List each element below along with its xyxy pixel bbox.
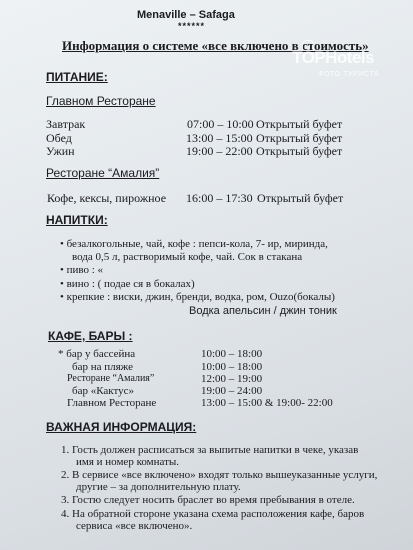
drinks-heading: НАПИТКИ: [46,213,108,227]
important-heading: ВАЖНАЯ ИНФОРМАЦИЯ: [46,420,197,434]
drinks-cocktails: Водка апельсин / джин тоник [189,305,337,317]
watermark-logo: TOPHotels [292,48,375,67]
hotel-name: Menaville – Safaga [137,9,235,21]
cafe-time: 12:00 – 19:00 [201,373,263,385]
page-title: Информация о системе «все включено в стоимость» [62,38,369,53]
important-item: 2. В сервисе «все включено» входят только вышеуказанные услуги, [61,469,378,481]
meal-name: Кофе, кексы, пирожное [47,191,167,205]
meal-name: Завтрак [46,117,86,131]
meal-time: 13:00 – 15:00 [186,131,253,145]
cafe-name: бар на пляже [72,361,134,373]
main-restaurant-title: Главном Ресторане [46,94,156,108]
important-item: 3. Гостю следует носить браслет во время пребывания в отеле. [61,494,355,506]
drinks-item-cont: вода 0,5 л, растворимый кофе, чай. Сок в стакана [72,251,303,263]
important-item: 1. Гость должен расписаться за выпитые напитки в чеке, указав [61,444,359,456]
meal-time: 16:00 – 17:30 [186,191,253,205]
meal-type: Открытый буфет [256,144,343,158]
watermark-subtitle: ФОТО ТУРИСТА [318,71,380,78]
amalia-title: Ресторане “Амалия” [46,166,160,180]
drinks-item: • вино : ( подае ся в бокалах) [60,278,195,290]
meal-type: Открытый буфет [256,131,343,145]
meal-time: 19:00 – 22:00 [186,144,253,158]
cafe-name: Ресторане “Амалия” [67,373,155,384]
cafes-heading: КАФЕ, БАРЫ : [48,329,133,343]
meal-type: Открытый буфет [257,191,344,205]
cafe-name: бар «Кактус» [72,385,135,397]
tophotels-watermark [292,40,410,80]
cafe-name: Главном Ресторане [67,397,157,409]
meal-time: 07:00 – 10:00 [187,117,254,131]
hotel-stars: ****** [178,21,206,31]
cafe-time: 13:00 – 15:00 & 19:00- 22:00 [201,397,333,409]
cafe-time: 10:00 – 18:00 [201,348,263,360]
cafe-time: 10:00 – 18:00 [201,361,263,373]
cafe-time: 19:00 – 24:00 [201,385,263,397]
meal-name: Ужин [46,144,75,158]
important-item-cont: имя и номер комнаты. [76,456,180,468]
meal-type: Открытый буфет [256,117,343,131]
important-item-cont: другие – за дополнительную плату. [76,481,241,493]
drinks-item: • крепкие : виски, джин, бренди, водка, ром, Ouzo(бокалы) [60,291,335,303]
important-item: 4. На обратной стороне указана схема расположения кафе, баров [61,508,365,520]
food-heading: ПИТАНИЕ: [46,70,108,84]
important-item-cont: сервиса «все включено». [76,520,193,532]
drinks-item: • безалкогольные, чай, кофе : пепси-кола, 7- ир, миринда, [60,238,328,250]
meal-name: Обед [46,131,72,145]
drinks-item: • пиво : « [60,264,104,276]
cafe-name: * бар у бассейна [58,348,136,360]
